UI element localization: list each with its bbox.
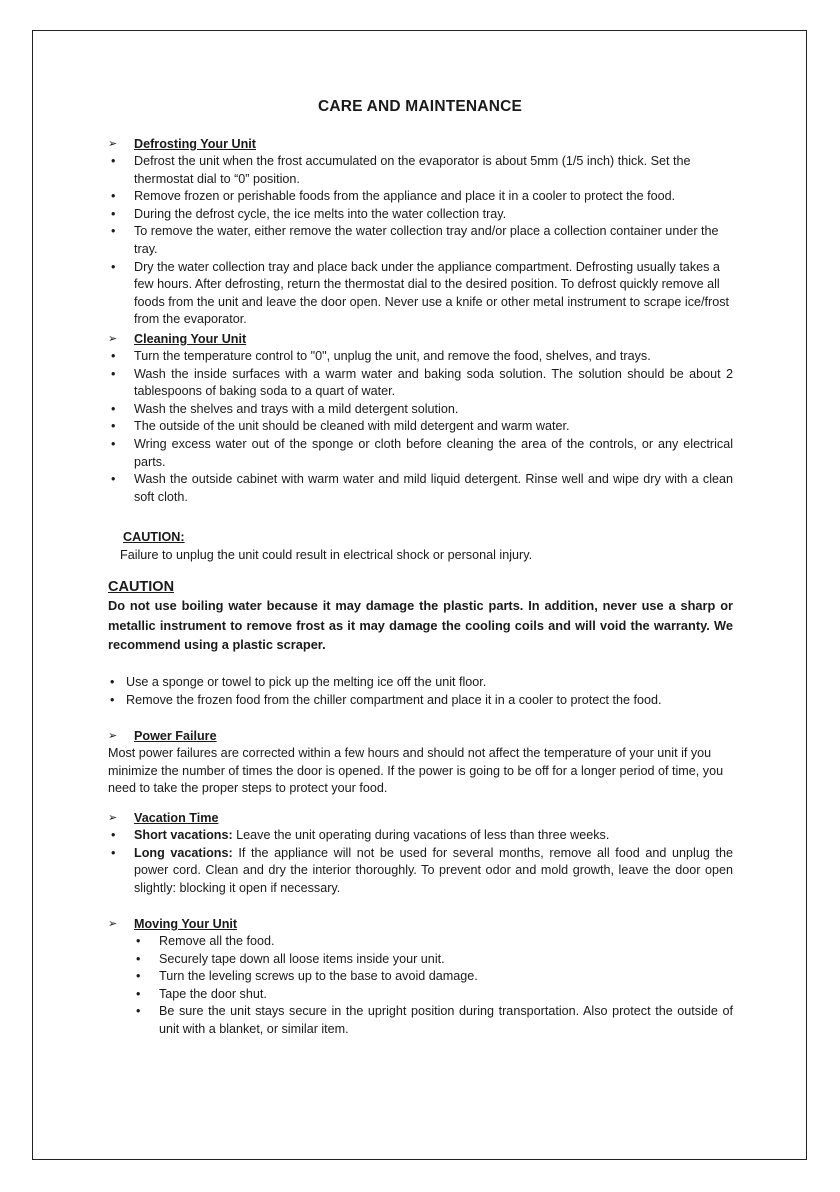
list-item: [108, 986, 733, 1004]
item-text: Securely tape down all loose items inside your unit.: [159, 951, 445, 966]
caution-note: [120, 529, 740, 564]
item-text: Remove the frozen food from the chiller compartment and place it in a cooler to protect the food.: [126, 692, 662, 707]
bullet-icon: •: [136, 1004, 141, 1019]
arrow-bullet-icon: ➢: [108, 138, 118, 150]
item-text: Wash the inside surfaces with a warm water and baking soda solution. The solution should be about 2 tablespoons of baking soda to a quart of water.: [134, 366, 733, 399]
item-text: Be sure the unit stays secure in the upright position during transportation. Also protect the outside of unit with a blanket, or similar item.: [159, 1004, 733, 1036]
list-item: [108, 692, 733, 710]
list-item: [108, 827, 733, 845]
heading-text: Power Failure: [134, 729, 217, 743]
list-item: [108, 348, 733, 366]
bullet-icon: •: [136, 951, 141, 966]
list-item: [108, 153, 733, 188]
heading-text: Cleaning Your Unit: [134, 332, 247, 346]
bullet-icon: •: [136, 986, 141, 1001]
section-heading: [108, 810, 733, 827]
caution-heading: CAUTION: [108, 579, 175, 595]
section-moving: [108, 916, 733, 1039]
item-text: Remove all the food.: [159, 934, 275, 948]
list-item: [108, 418, 733, 436]
section-heading: [108, 331, 733, 348]
list-item: [108, 436, 733, 471]
bullet-icon: •: [111, 189, 116, 204]
long-vacation-label: Long vacations:: [134, 845, 233, 860]
list-item: [108, 206, 733, 224]
bullet-icon: •: [111, 259, 116, 274]
bullet-icon: •: [111, 154, 116, 168]
item-text: Turn the temperature control to "0", unplug the unit, and remove the food, shelves, and trays.: [134, 349, 651, 363]
bullet-icon: •: [111, 366, 116, 381]
bullet-icon: •: [110, 675, 115, 689]
section-heading: [108, 916, 733, 933]
bullet-icon: •: [111, 349, 116, 363]
caution-text: Failure to unplug the unit could result in electrical shock or personal injury.: [120, 547, 533, 562]
item-text: Use a sponge or towel to pick up the melting ice off the unit floor.: [126, 675, 487, 689]
item-text: Wash the shelves and trays with a mild detergent solution.: [134, 401, 459, 416]
heading-text: Defrosting Your Unit: [134, 137, 256, 151]
list-item: [108, 951, 733, 969]
bullet-icon: •: [111, 828, 116, 842]
arrow-bullet-icon: ➢: [108, 918, 118, 930]
bullet-icon: •: [136, 934, 141, 948]
list-item: [108, 366, 733, 401]
item-text: Defrost the unit when the frost accumulated on the evaporator is about 5mm (1/5 inch) thick. Set the thermostat dial to “0” position.: [134, 154, 691, 186]
list-item: [108, 933, 733, 951]
page-title: CARE AND MAINTENANCE: [317, 98, 523, 115]
bullet-icon: •: [111, 224, 116, 239]
list-item: [108, 223, 733, 258]
list-item: [108, 1003, 733, 1038]
list-item: [108, 845, 733, 898]
bullet-icon: •: [111, 436, 116, 451]
section-power-failure: [108, 728, 733, 798]
list-item: [108, 401, 733, 419]
item-text: Tape the door shut.: [159, 986, 267, 1001]
section-defrosting: [108, 136, 733, 329]
bullet-icon: •: [111, 845, 116, 860]
list-item: [108, 471, 733, 506]
bullet-icon: •: [136, 969, 141, 984]
bullet-icon: •: [111, 401, 116, 416]
caution-warning-text: Do not use boiling water because it may damage the plastic parts. In addition, never use a sharp or metallic instrument to remove frost as it may damage the cooling coils and will void the warranty. We recommend using a plastic scraper.: [108, 598, 733, 653]
heading-text: Vacation Time: [134, 811, 219, 825]
item-text: To remove the water, either remove the water collection tray and/or place a collection container under the tray.: [134, 224, 719, 256]
item-text: Leave the unit operating during vacations of less than three weeks.: [232, 828, 610, 842]
arrow-bullet-icon: ➢: [108, 333, 118, 345]
item-text: Wring excess water out of the sponge or cloth before cleaning the area of the controls, or any electrical parts.: [134, 436, 733, 469]
heading-text: Moving Your Unit: [134, 917, 238, 931]
list-item: [108, 968, 733, 986]
section-cleaning: [108, 331, 733, 506]
arrow-bullet-icon: ➢: [108, 812, 118, 824]
short-vacation-label: Short vacations:: [134, 828, 233, 842]
bullet-icon: •: [111, 472, 116, 487]
item-text: If the appliance will not be used for several months, remove all food and unplug the power cord. Clean and dry the interior thoroughly. To prevent odor and mold growth, leave the door open slightly: blocking it open if necessary.: [134, 845, 733, 895]
item-text: Dry the water collection tray and place back under the appliance compartment. Defrosting usually takes a few hours. After defrosting, return the thermostat dial to the desired position. To defrost quickly remove all foods from the unit and leave the door open. Never use a knife or other metal instrument to scrape ice/frost from the evaporator.: [134, 259, 730, 327]
item-text: Wash the outside cabinet with warm water and mild liquid detergent. Rinse well and wipe dry with a clean soft cloth.: [134, 472, 733, 504]
item-text: Turn the leveling screws up to the base to avoid damage.: [159, 969, 478, 984]
section-heading: [108, 136, 733, 153]
section-vacation: [108, 810, 733, 897]
bullet-icon: •: [110, 692, 115, 707]
list-item: [108, 188, 733, 206]
bullet-icon: •: [111, 419, 116, 434]
bullet-icon: •: [111, 206, 116, 221]
item-text: Remove frozen or perishable foods from the appliance and place it in a cooler to protect the food.: [134, 189, 676, 204]
arrow-bullet-icon: ➢: [108, 730, 118, 742]
section-heading: [108, 728, 733, 745]
list-item: [108, 674, 733, 692]
list-item: [108, 259, 733, 329]
power-failure-text: Most power failures are corrected within a few hours and should not affect the temperature of your unit if you minimize the number of times the door is opened. If the power is going to be off for a longer period of time, you need to take the proper steps to protect your food.: [108, 746, 724, 796]
item-text: The outside of the unit should be cleaned with mild detergent and warm water.: [134, 419, 570, 434]
caution-warning: [108, 578, 733, 655]
caution-heading: CAUTION:: [123, 530, 185, 544]
caution-list: [108, 674, 733, 709]
item-text: During the defrost cycle, the ice melts into the water collection tray.: [134, 206, 507, 221]
